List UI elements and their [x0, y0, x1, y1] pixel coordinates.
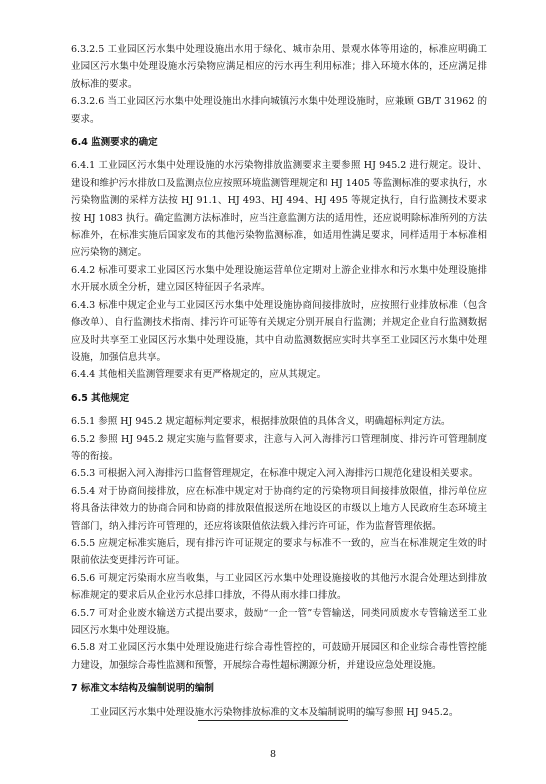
- clause-6-5-4: 6.5.4 对于协商间接排放，应在标准中规定对于协商约定的污染物项目间接排放限值，排污单位应将具备法律效力的协商合同和协商的排放限值报送所在地设区的市级以上地方人民政府生态环境主管部门，纳入排污许可管理的，还应将该限值依法载入排污许可证，作为监督管理依据。: [71, 485, 487, 532]
- section-heading-7: 7 标准文本结构及编制说明的编制: [71, 683, 214, 695]
- clause-6-4-4: 6.4.4 其他相关监测管理要求有更严格规定的，应从其规定。: [71, 369, 327, 381]
- clause-6-4-3: 6.4.3 标准中规定企业与工业园区污水集中处理设施协商间接排放时，应按照行业排放标准（包含修改单）、自行监测技术指南、排污许可证等有关规定分别开展自行监测；并规定企业自行监测数据应及时共享至工业园区污水集中处理设施，其中自动监测数据应实时共享至工业园区污水集中处理设施，加强信息共享。: [71, 299, 487, 363]
- section-heading-6-5: 6.5 其他规定: [71, 392, 130, 404]
- clause-6-4-2: 6.4.2 标准可要求工业园区污水集中处理设施运营单位定期对上游企业排水和污水集中处理设施排水开展水质全分析，建立园区特征因子名录库。: [71, 264, 487, 294]
- clause-6-4-1: 6.4.1 工业园区污水集中处理设施的水污染物排放监测要求主要参照 HJ 945.2 进行规定。设计、建设和维护污水排放口及监测点位应按照环境监测管理规定和 HJ 1405 等监测标准的要求执行，水污染物监测的采样方法按 HJ 91.1、HJ 493、HJ 494、HJ 495 等规定执行，自行监测技术要求按 HJ 1083 执行。确定监测方法标准时，应当注意监测方法的适用性，还应说明除标准所列的方法标准外，在标准实施后国家发布的其他污染物监测标准，如适用性满足要求，同样适用于本标准相应污染物的测定。: [71, 160, 487, 259]
- clause-6-5-1: 6.5.1 参照 HJ 945.2 规定超标判定要求，根据排放限值的具体含义，明确超标判定方法。: [71, 416, 451, 428]
- clause-6-5-7: 6.5.7 可对企业废水输送方式提出要求，鼓励“一企一管”专管输送，同类同质废水专管输送至工业园区污水集中处理设施。: [71, 607, 487, 636]
- document-page: [71, 41, 487, 721]
- clause-6-3-2-6: 6.3.2.6 当工业园区污水集中处理设施出水排向城镇污水集中处理设施时，应兼顾 GB/T 31962 的要求。: [71, 96, 487, 125]
- clause-6-5-8: 6.5.8 对工业园区污水集中处理设施进行综合毒性管控的，可鼓励开展园区和企业综合毒性管控能力建设，加强综合毒性监测和预警，开展综合毒性超标溯源分析，并建设应急处理设施。: [71, 642, 487, 671]
- clause-6-5-6: 6.5.6 可规定污染雨水应当收集，与工业园区污水集中处理设施接收的其他污水混合处理达到排放标准规定的要求后从企业污水总排口排放，不得从雨水排口排放。: [71, 572, 487, 602]
- section-heading-6-4: 6.4 监测要求的确定: [71, 137, 158, 149]
- clause-6-3-2-5: 6.3.2.5 工业园区污水集中处理设施出水用于绿化、城市杂用、景观水体等用途的，标准应明确工业园区污水集中处理设施水污染物应满足相应的污水再生利用标准；排入环境水体的，还应满足排放标准的要求。: [71, 44, 487, 90]
- section-7-paragraph: 工业园区污水集中处理设施水污染物排放标准的文本及编制说明的编写参照 HJ 945.2。: [90, 706, 459, 718]
- footer-divider: [198, 720, 348, 721]
- clause-6-5-5: 6.5.5 应规定标准实施后，现有排污许可证规定的要求与标准不一致的，应当在标准规定生效的时限前依法变更排污许可证。: [71, 537, 487, 567]
- page-number: 8: [269, 749, 277, 760]
- clause-6-5-2: 6.5.2 参照 HJ 945.2 规定实施与监督要求，注意与入河入海排污口管理制度、排污许可管理制度等的衔接。: [71, 433, 487, 462]
- clause-6-5-3: 6.5.3 可根据入河入海排污口监督管理规定，在标准中规定入河入海排污口规范化建设相关要求。: [71, 468, 479, 480]
